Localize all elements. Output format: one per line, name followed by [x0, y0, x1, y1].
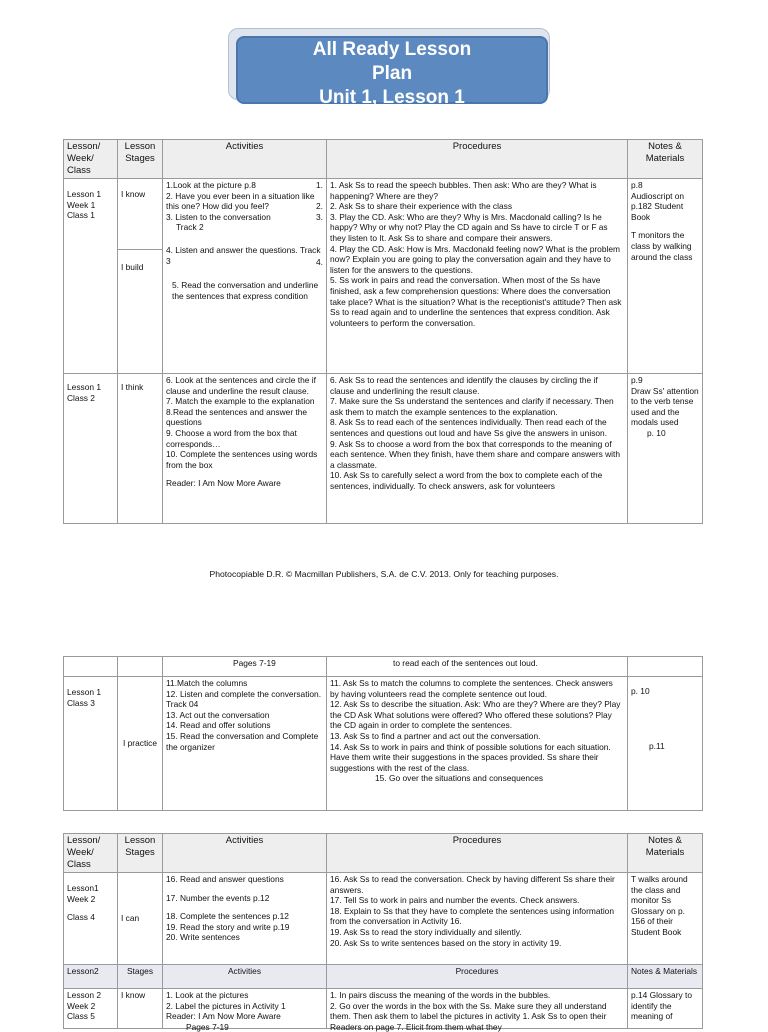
stage-cell: I practice	[118, 677, 163, 811]
notes-cell: T walks around the class and monitor Ss Glossary on p. 156 of their Student Book	[628, 873, 703, 965]
subheader-procedures: Procedures	[327, 965, 628, 989]
activities-cell	[163, 873, 327, 965]
procedure-item: 4. Play the CD. Ask: How is Mrs. Macdonald feeling now? What is the problem now? Explain you are going to play the conversation again and they have to listen for the answers to the questions.	[330, 243, 620, 275]
procedure-item: 16. Ask Ss to read the conversation. Check by having different Ss share their answers.	[330, 874, 615, 895]
notes-cell	[628, 989, 703, 1029]
stage-cell: I know	[118, 179, 163, 250]
activity-item: 5. Read the conversation and underline the sentences that express condition	[172, 280, 319, 301]
activities-cell	[163, 374, 327, 524]
stage-cell: I think	[118, 374, 163, 524]
activity-item: 7. Match the example to the explanation	[166, 396, 315, 407]
note-item: Audioscript on p.182 Student Book	[631, 190, 685, 222]
activity-item: 2. Have you ever been in a situation like this one? How did you feel?	[166, 190, 315, 212]
procedures-cell	[327, 179, 628, 374]
activity-item: 9. Choose a word from the box that corresponds…	[166, 427, 297, 449]
lesson-plan-table-3	[63, 833, 703, 1032]
table-header-row	[64, 834, 703, 873]
header-activities: Activities	[163, 140, 327, 179]
header-activities: Activities	[163, 834, 327, 873]
header-procedures: Procedures	[327, 834, 628, 873]
lesson-cell: Lesson 1 Class 2	[64, 374, 118, 524]
procedure-item: 14. Ask Ss to work in pairs and think of possible solutions for each situation. Have them write their suggestions in the spaces provided. Ss share their suggestions with the rest of the class.	[330, 741, 611, 773]
procedure-item: 13. Ask Ss to find a partner and act out the conversation.	[330, 730, 541, 741]
procedure-item: 19. Ask Ss to read the story individually and silently.	[330, 926, 522, 937]
stage-cell: I can	[118, 873, 163, 965]
table-subheader-row	[64, 965, 703, 989]
table-row	[64, 677, 703, 811]
notes-cell	[628, 179, 703, 374]
procedure-item: 6. Ask Ss to read the sentences and identify the clauses by circling the if clause and underlining the result clause.	[330, 375, 598, 396]
table-row	[64, 989, 703, 1029]
activity-item: 16. Read and answer questions	[166, 874, 284, 884]
lesson-line: Class 4	[67, 912, 95, 923]
activity-item: 1.Look at the picture p.8	[166, 180, 256, 190]
procedure-item: 20. Ask Ss to write sentences based on the story in activity 19.	[330, 937, 562, 948]
header-lesson: Lesson/ Week/ Class	[64, 834, 118, 873]
procedures-cell	[327, 873, 628, 965]
activity-item: Reader: I Am Now More Aware	[166, 478, 281, 489]
note-item: p.8	[631, 180, 643, 190]
activity-item: 3. Listen to the conversation	[166, 211, 271, 222]
header-stages: Lesson Stages	[118, 834, 163, 873]
activity-item: 1. Look at the pictures	[166, 990, 249, 1000]
activity-number: 2.	[316, 201, 323, 211]
header-stages: Lesson Stages	[118, 140, 163, 179]
table-row	[64, 179, 703, 250]
header-lesson: Lesson/ Week/ Class	[64, 140, 118, 179]
activity-item: Pages 7-19	[186, 1021, 229, 1032]
lesson-line: Week 2	[67, 893, 96, 904]
note-item: p. 10	[631, 686, 650, 696]
note-item: T monitors the class by walking around the class	[631, 230, 693, 262]
copyright-footer: Photocopiable D.R. © Macmillan Publishers, S.A. de C.V. 2013. Only for teaching purposes.	[209, 569, 559, 579]
procedure-item: 2. Go over the words in the box with the Ss. Make sure they all understand them. Then ask them to label the pictures in activity 1. Ask Ss to open their Readers on page 7. Elicit from them what they	[330, 1000, 607, 1032]
activity-item: 10. Complete the sentences using words from the box	[166, 449, 318, 470]
activity-number: 3.	[316, 212, 323, 222]
lesson-cell: Lesson 1 Week 1 Class 1	[64, 179, 118, 374]
procedure-item: 11. Ask Ss to match the columns to complete the sentences. Check answers by having volunteers read the complete sentence out loud.	[330, 678, 613, 699]
procedure-item: 18. Explain to Ss that they have to complete the sentences using information from the conversation in Activity 16.	[330, 905, 614, 927]
activity-item: 18. Complete the sentences p.12	[166, 911, 289, 922]
lesson-line: Lesson 2	[67, 990, 101, 1000]
activity-item: 14. Read and offer solutions	[166, 720, 271, 731]
procedure-item: 15. Go over the situations and consequences	[375, 773, 544, 784]
note-item: p. 10	[647, 427, 666, 438]
subheader-lesson: Lesson2	[64, 965, 118, 989]
note-item: p.9	[631, 375, 643, 385]
activity-item: 13. Act out the conversation	[166, 709, 270, 720]
activities-cell	[163, 677, 327, 811]
lesson-cell	[64, 873, 118, 965]
notes-cell	[628, 374, 703, 524]
procedure-item: 17. Tell Ss to work in pairs and number the events. Check answers.	[330, 895, 580, 906]
procedure-item: 12. Ask Ss to describe the situation. Ask: Who are they? Where are they? Play the CD Ask What solutions were offered? Who offered these solutions? Play the CD again in order to complete the sentences.	[330, 699, 621, 731]
lesson-cell: Lesson 1 Class 3	[64, 677, 118, 811]
activity-item: 2. Label the pictures in Activity 1	[166, 1000, 286, 1011]
activity-item: 11.Match the columns	[166, 678, 248, 688]
procedure-item: 9. Ask Ss to choose a word from the box that corresponds to the meaning of each sentence. When they finish, have them share and compare answers with a classmate.	[330, 438, 621, 470]
activity-item: Track 2	[176, 222, 204, 233]
title-line-3: Unit 1, Lesson 1	[319, 87, 465, 108]
table-header-row	[64, 140, 703, 179]
table-row	[64, 657, 703, 677]
note-item: Draw Ss' attention to the verb tense used and the modals used	[631, 385, 699, 428]
activity-item: 4. Listen and answer the questions. Track 3	[166, 244, 321, 266]
subheader-notes: Notes & Materials	[628, 965, 703, 989]
procedures-cell: to read each of the sentences out loud.	[327, 657, 628, 677]
lesson-line: Lesson1	[67, 883, 99, 893]
procedure-item: 1. Ask Ss to read the speech bubbles. Then ask: Who are they? What is happening? Where are they?	[330, 180, 597, 201]
table-row	[64, 374, 703, 524]
activity-item: 12. Listen and complete the conversation.	[166, 688, 322, 699]
table-row	[64, 873, 703, 965]
lesson-line: Class 5	[67, 1011, 95, 1022]
procedures-cell	[327, 374, 628, 524]
procedure-item: 5. Ss work in pairs and read the conversation. When most of the Ss have finished, ask a few comprehension questions: Where does the conversation take place? What is the situation? What is the receptionist's attitude? Then ask Ss to read again and to underline the sentences that express condition. Ask volunteers to perform the conversation.	[330, 275, 622, 328]
procedure-item: 10. Ask Ss to carefully select a word from the box to complete each of the sentences, individually. To check answers, ask for volunteers	[330, 470, 603, 491]
lesson-plan-table-2	[63, 656, 703, 811]
activity-item: 17. Number the events p.12	[166, 892, 270, 903]
activity-item: 19. Read the story and write p.19	[166, 921, 290, 932]
procedures-cell	[327, 989, 628, 1032]
lesson-line: Week 2	[67, 1000, 96, 1011]
notes-text: p.14 Glossary to identify the meaning of	[631, 990, 692, 1022]
procedure-item: 7. Make sure the Ss understand the sentences and clarify if necessary. Then ask them to match the example sentences to the explanation.	[330, 396, 614, 417]
procedure-item: 3. Play the CD. Ask: Who are they? Why is Mrs. Macdonald calling? Is he happy? Why or why not? Play the CD again and Ss have to circle T or F as they listen to It. Ask Ss to share and compare their answers.	[330, 211, 608, 243]
procedure-item: 1. In pairs discuss the meaning of the words in the bubbles.	[330, 990, 551, 1000]
stage-cell: I know	[118, 989, 163, 1029]
activity-item: 15. Read the conversation and Complete the organizer	[166, 730, 319, 752]
activity-item: 6. Look at the sentences and circle the if clause and underline the result clause.	[166, 375, 316, 396]
title-banner	[236, 36, 548, 108]
title-line-2: Plan	[371, 63, 413, 84]
procedure-item: 2. Ask Ss to share their experience with the class	[330, 201, 513, 212]
activities-cell: Pages 7-19	[163, 657, 327, 677]
header-procedures: Procedures	[327, 140, 628, 179]
lesson-plan-table-1	[63, 139, 703, 524]
note-item: p.11	[649, 740, 665, 751]
procedures-cell	[327, 677, 628, 811]
activity-number: 4.	[316, 257, 323, 267]
activity-item: 20. Write sentences	[166, 932, 240, 943]
header-notes: Notes & Materials	[628, 140, 703, 179]
header-notes: Notes & Materials	[628, 834, 703, 873]
lesson-cell	[64, 989, 118, 1029]
title-line-1: All Ready Lesson	[312, 39, 472, 60]
activities-cell	[163, 179, 327, 374]
subheader-activities: Activities	[163, 965, 327, 989]
activity-item: Reader: I Am Now More Aware	[166, 1011, 281, 1022]
stage-cell: I build	[118, 250, 163, 374]
subheader-stages: Stages	[118, 965, 163, 989]
procedure-item: 8. Ask Ss to read each of the sentences individually. Then read each of the sentences and questions out loud and have Ss give the answers in unison.	[330, 417, 608, 438]
activities-cell	[163, 989, 327, 1032]
activity-number: 1.	[316, 180, 323, 190]
activity-item: Track 04	[166, 699, 199, 710]
notes-cell	[628, 677, 703, 811]
activity-item: 8.Read the sentences and answer the questions	[166, 406, 308, 428]
